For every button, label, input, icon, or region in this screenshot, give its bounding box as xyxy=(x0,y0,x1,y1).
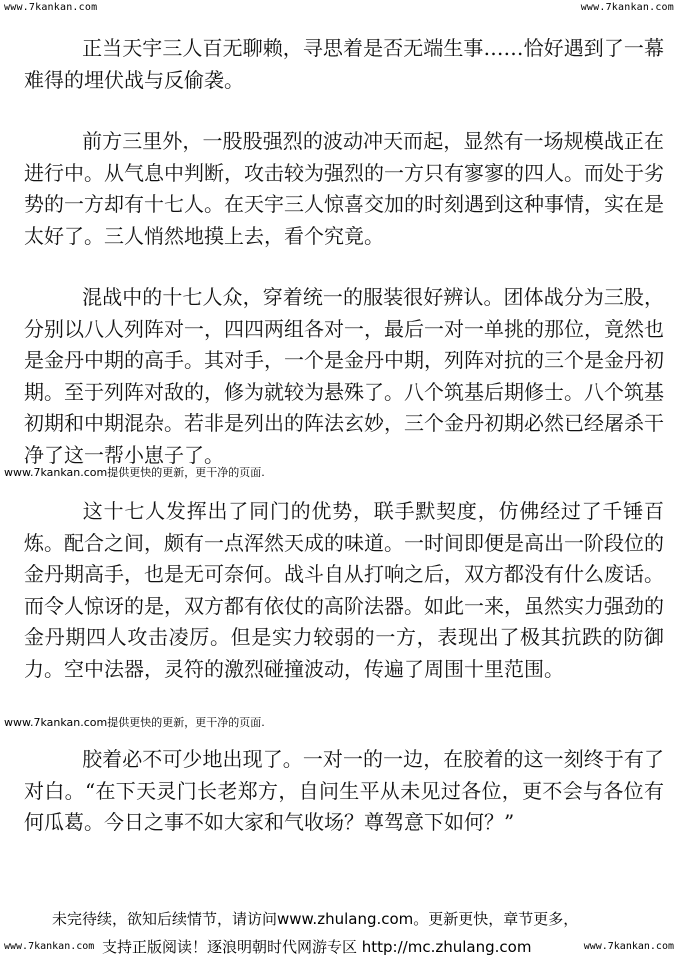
paragraph-1-text: 正当天宇三人百无聊赖，寻思着是否无端生事……恰好遇到了一幕难得的埋伏战与反偷袭。 xyxy=(24,36,664,92)
paragraph-4-text: 这十七人发挥出了同门的优势，联手默契度，仿佛经过了千锤百炼。配合之间，颇有一点浑然天成的味道。一时间即便是高出一阶段位的金丹期高手，也是无可奈何。战斗自从打响之后，双方都没有什么废话。而令人惊讶的是，双方都有依仗的高阶法器。如此一来，虽然实力强劲的金丹期四人攻击凌厉。但是实力较弱的一方，表现出了极其抗跌的防御力。空中法器，灵符的激烈碰撞波动，传遍了周围十里范围。 xyxy=(24,499,664,681)
promo-line-2: www.7kankan.com提供更快的更新，更干净的页面. xyxy=(4,716,265,729)
footer-site-right: www.7kankan.com xyxy=(583,941,674,952)
footer-site-left: www.7kankan.com xyxy=(4,941,95,952)
paragraph-3 xyxy=(24,282,664,471)
paragraph-4 xyxy=(24,496,664,685)
footer-notice-line-2: 支持正版阅读！逐浪明朝时代网游专区 http://mc.zhulang.com xyxy=(102,938,532,956)
header-site-left: www.7kankan.com xyxy=(4,2,98,13)
footer-notice-line-1: 未完待续，欲知后续情节，请访问www.zhulang.com。更新更快，章节更多， xyxy=(52,910,579,928)
paragraph-2-text: 前方三里外，一股股强烈的波动冲天而起，显然有一场规模战正在进行中。从气息中判断，攻击较为强烈的一方只有寥寥的四人。而处于劣势的一方却有十七人。在天宇三人惊喜交加的时刻遇到这种事情，实在是太好了。三人悄然地摸上去，看个究竟。 xyxy=(24,129,664,248)
header-site-right: www.7kankan.com xyxy=(580,2,674,13)
paragraph-2 xyxy=(24,126,664,252)
paragraph-1 xyxy=(24,33,664,96)
paragraph-5 xyxy=(24,744,664,839)
promo-line-1: www.7kankan.com提供更快的更新，更干净的页面. xyxy=(4,466,265,479)
paragraph-5-text: 胶着必不可少地出现了。一对一的一边，在胶着的这一刻终于有了对白。“在下天灵门长老郑方，自问生平从未见过各位，更不会与各位有何瓜葛。今日之事不如大家和气收场？尊驾意下如何？” xyxy=(24,747,664,834)
paragraph-3-text: 混战中的十七人众，穿着统一的服装很好辨认。团体战分为三股，分别以八人列阵对一，四四两组各对一，最后一对一单挑的那位，竟然也是金丹中期的高手。其对手，一个是金丹中期，列阵对抗的三个是金丹初期。至于列阵对敌的，修为就较为悬殊了。八个筑基后期修士。八个筑基初期和中期混杂。若非是列出的阵法玄妙，三个金丹初期必然已经屠杀干净了这一帮小崽子了。 xyxy=(24,285,664,467)
